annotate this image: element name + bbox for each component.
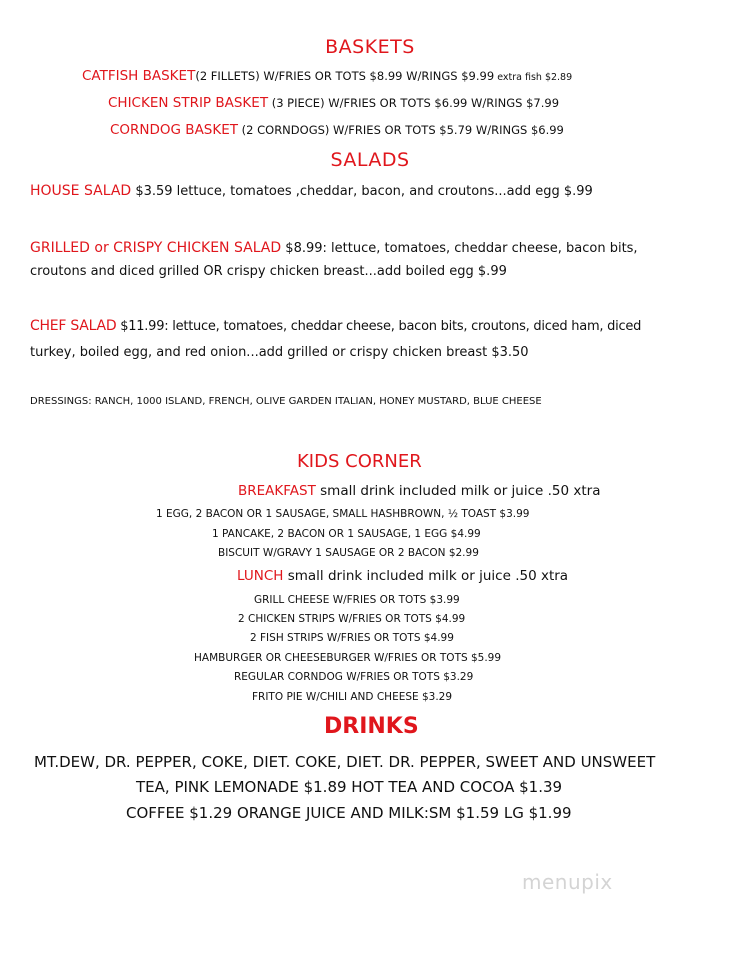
house-salad-item: [30, 183, 593, 199]
chicken-strip-basket-detail: (3 PIECE): [268, 96, 325, 110]
grilled-chicken-salad-price: $8.99:: [281, 241, 327, 256]
kids-lunch-note: small drink included milk or juice .50 xtra: [283, 568, 569, 584]
kids-breakfast-item-2: 1 PANCAKE, 2 BACON OR 1 SAUSAGE, 1 EGG $4.99: [212, 528, 481, 540]
corndog-basket-name: CORNDOG BASKET: [110, 122, 238, 138]
chicken-strip-basket-desc: W/FRIES OR TOTS $6.99 W/RINGS $7.99: [324, 96, 560, 110]
salads-heading: SALADS: [330, 149, 410, 171]
baskets-heading: BASKETS: [325, 36, 415, 58]
house-salad-price: $3.59: [131, 184, 173, 199]
menupix-watermark: menupix: [522, 870, 613, 894]
kids-corner-heading: KIDS CORNER: [297, 451, 422, 472]
kids-lunch-item-3: 2 FISH STRIPS W/FRIES OR TOTS $4.99: [250, 632, 454, 644]
corndog-basket-desc: W/FRIES OR TOTS $5.79 W/RINGS $6.99: [329, 123, 564, 137]
kids-breakfast-note: small drink included milk or juice .50 xtra: [315, 483, 601, 499]
house-salad-name: HOUSE SALAD: [30, 183, 132, 199]
kids-breakfast-label: BREAKFAST: [238, 483, 316, 499]
chef-salad-desc-1: lettuce, tomatoes, cheddar cheese, bacon bits, croutons, diced ham, diced: [168, 319, 642, 334]
drinks-heading: DRINKS: [324, 714, 419, 739]
chicken-strip-basket-item: [108, 95, 559, 111]
chicken-strip-basket-name: CHICKEN STRIP BASKET: [108, 95, 269, 111]
corndog-basket-item: [110, 122, 564, 138]
catfish-basket-desc: W/FRIES OR TOTS $8.99 W/RINGS $9.99: [259, 69, 495, 83]
dressings-list: DRESSINGS: RANCH, 1000 ISLAND, FRENCH, OLIVE GARDEN ITALIAN, HONEY MUSTARD, BLUE CHEESE: [30, 396, 542, 407]
kids-breakfast-item-3: BISCUIT W/GRAVY 1 SAUSAGE OR 2 BACON $2.99: [218, 547, 479, 559]
catfish-basket-detail: (2 FILLETS): [195, 69, 260, 83]
kids-lunch-item-5: REGULAR CORNDOG W/FRIES OR TOTS $3.29: [234, 671, 474, 683]
drinks-line-1: MT.DEW, DR. PEPPER, COKE, DIET. COKE, DIET. DR. PEPPER, SWEET AND UNSWEET: [34, 753, 656, 771]
kids-breakfast-header: [238, 483, 601, 499]
drinks-line-3: COFFEE $1.29 ORANGE JUICE AND MILK:SM $1.59 LG $1.99: [126, 804, 572, 822]
catfish-basket-item: [82, 68, 572, 84]
grilled-chicken-salad-name: GRILLED or CRISPY CHICKEN SALAD: [30, 240, 282, 256]
kids-breakfast-item-1: 1 EGG, 2 BACON OR 1 SAUSAGE, SMALL HASHBROWN, ½ TOAST $3.99: [156, 508, 530, 520]
chef-salad-name: CHEF SALAD: [30, 318, 117, 334]
drinks-line-2: TEA, PINK LEMONADE $1.89 HOT TEA AND COCOA $1.39: [136, 778, 563, 796]
kids-lunch-item-1: GRILL CHEESE W/FRIES OR TOTS $3.99: [254, 594, 460, 606]
corndog-basket-detail: (2 CORNDOGS): [238, 123, 330, 137]
house-salad-desc: lettuce, tomatoes ,cheddar, bacon, and croutons...add egg $.99: [172, 184, 593, 199]
catfish-basket-extra: extra fish $2.89: [494, 72, 573, 83]
grilled-chicken-salad-desc-2: croutons and diced grilled OR crispy chicken breast...add boiled egg $.99: [30, 264, 507, 279]
grilled-chicken-salad-desc-1: lettuce, tomatoes, cheddar cheese, bacon bits,: [326, 241, 638, 256]
kids-lunch-item-2: 2 CHICKEN STRIPS W/FRIES OR TOTS $4.99: [238, 613, 466, 625]
kids-lunch-item-6: FRITO PIE W/CHILI AND CHEESE $3.29: [252, 691, 453, 703]
grilled-chicken-salad-item: [30, 240, 638, 256]
catfish-basket-name: CATFISH BASKET: [82, 68, 196, 84]
kids-lunch-item-4: HAMBURGER OR CHEESEBURGER W/FRIES OR TOTS $5.99: [194, 652, 502, 664]
chef-salad-item: [30, 318, 641, 334]
chef-salad-desc-2: turkey, boiled egg, and red onion...add grilled or crispy chicken breast $3.50: [30, 345, 529, 360]
kids-lunch-label: LUNCH: [237, 568, 284, 584]
kids-lunch-header: [237, 568, 568, 584]
chef-salad-price: $11.99:: [116, 319, 169, 334]
